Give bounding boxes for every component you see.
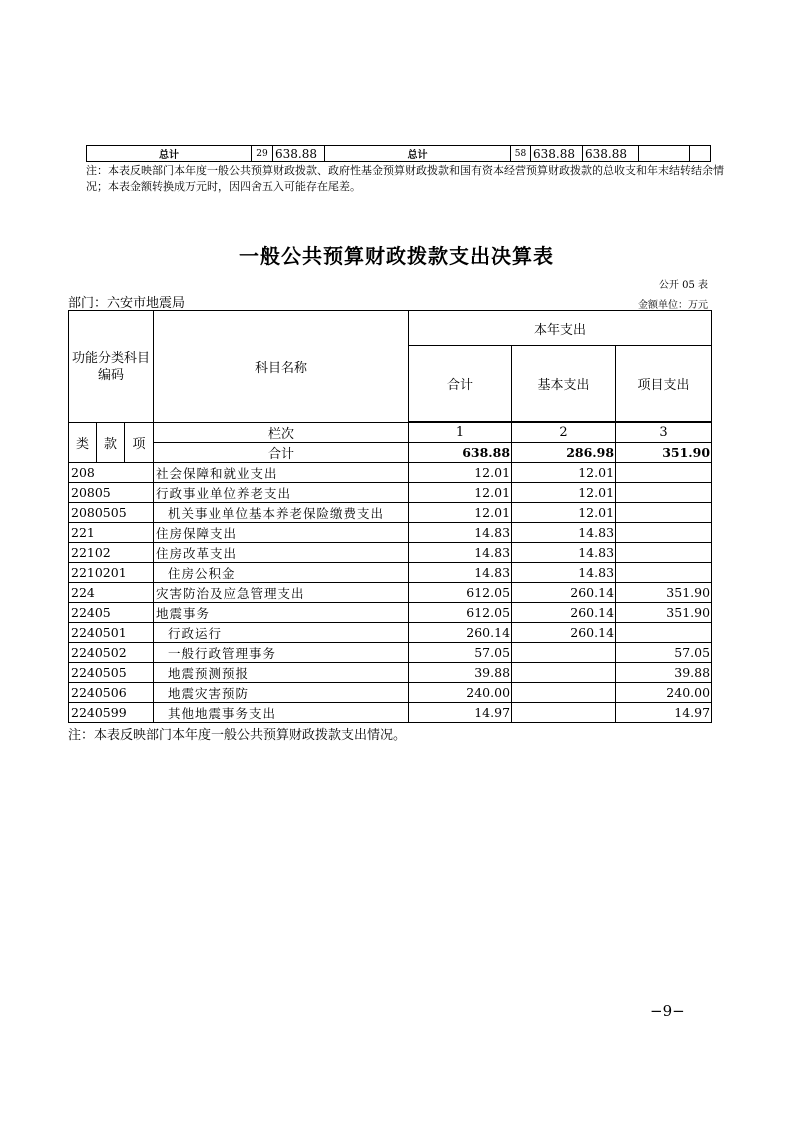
table-row [69,463,712,483]
row-code: 2210201 [69,563,154,583]
row-code: 2240599 [69,703,154,723]
row-project [616,483,712,503]
row-code: 2080505 [69,503,154,523]
row-subject-name: 地震预测预报 [154,663,409,683]
left-total-label: 总计 [87,146,252,162]
func-code-header: 功能分类科目编码 [69,311,154,423]
row-basic: 14.83 [512,563,616,583]
row-total: 14.83 [409,563,512,583]
empty-cell [690,146,711,162]
table-row [69,523,712,543]
table-row [69,683,712,703]
table-row [69,603,712,623]
row-project: 39.88 [616,663,712,683]
row-basic: 12.01 [512,503,616,523]
table-row [69,623,712,643]
row-total: 260.14 [409,623,512,643]
row-total: 14.97 [409,703,512,723]
total-amount: 638.88 [409,443,512,463]
row-basic: 12.01 [512,483,616,503]
row-basic: 260.14 [512,583,616,603]
top-note: 注：本表反映部门本年度一般公共预算财政拨款、政府性基金预算财政拨款和国有资本经营预算财政拨款的总收支和年末结转结余情况；本表金额转换成万元时，因四舍五入可能存在尾差。 [86,164,724,193]
total-project: 351.90 [616,443,712,463]
right-total-value-2: 638.88 [583,146,639,162]
row-subject-name: 其他地震事务支出 [154,703,409,723]
column-1-index: 1 [409,423,512,443]
table-row [69,563,712,583]
row-code: 2240501 [69,623,154,643]
row-total: 12.01 [409,463,512,483]
row-total: 612.05 [409,603,512,623]
row-total: 12.01 [409,483,512,503]
left-total-value: 638.88 [273,146,325,162]
department-label: 部门：六安市地震局 [68,296,186,311]
column-order-row [69,423,712,443]
row-code: 2240502 [69,643,154,663]
col-total-header: 合计 [409,346,512,422]
row-subject-name: 行政事业单位养老支出 [154,483,409,503]
table-row [69,703,712,723]
row-subject-name: 住房改革支出 [154,543,409,563]
row-project: 57.05 [616,643,712,663]
left-line-number: 29 [252,146,273,162]
row-total: 39.88 [409,663,512,683]
row-project: 14.97 [616,703,712,723]
header-row-1 [69,311,712,346]
row-total: 240.00 [409,683,512,703]
lei-header: 类 [69,423,97,463]
right-total-label: 总计 [325,146,511,162]
row-project [616,463,712,483]
row-code: 224 [69,583,154,603]
subject-name-header: 科目名称 [154,311,409,423]
right-total-value-1: 638.88 [531,146,583,162]
total-basic: 286.98 [512,443,616,463]
page-title: 一般公共预算财政拨款支出决算表 [239,244,554,268]
row-basic: 260.14 [512,623,616,643]
row-basic: 260.14 [512,603,616,623]
column-2-index: 2 [512,423,616,443]
bottom-note: 注：本表反映部门本年度一般公共预算财政拨款支出情况。 [68,728,407,743]
row-project [616,523,712,543]
table-row [69,543,712,563]
row-basic [512,683,616,703]
table-row [69,663,712,683]
row-code: 2240506 [69,683,154,703]
row-basic [512,643,616,663]
row-basic: 14.83 [512,523,616,543]
total-label: 合计 [154,443,409,463]
total-row [69,443,712,463]
table-row [69,583,712,603]
row-project: 240.00 [616,683,712,703]
row-subject-name: 社会保障和就业支出 [154,463,409,483]
empty-cell [639,146,690,162]
row-total: 14.83 [409,523,512,543]
row-basic: 12.01 [512,463,616,483]
form-number: 公开 05 表 [658,280,708,291]
data-rows [69,463,712,723]
kuan-header: 款 [97,423,125,463]
row-project: 351.90 [616,603,712,623]
page-number: −9− [650,1002,685,1020]
row-total: 14.83 [409,543,512,563]
row-project [616,563,712,583]
column-order-label: 栏次 [154,423,409,443]
column-3-index: 3 [616,423,712,443]
expenditure-table [68,310,712,723]
row-code: 208 [69,463,154,483]
col-basic-header: 基本支出 [512,346,616,422]
row-subject-name: 行政运行 [154,623,409,643]
row-code: 20805 [69,483,154,503]
row-code: 22405 [69,603,154,623]
current-year-header: 本年支出 [409,311,712,346]
row-total: 57.05 [409,643,512,663]
row-project [616,503,712,523]
row-subject-name: 机关事业单位基本养老保险缴费支出 [154,503,409,523]
row-subject-name: 一般行政管理事务 [154,643,409,663]
row-code: 22102 [69,543,154,563]
col-project-header: 项目支出 [616,346,712,422]
summary-continuation-table [86,145,711,162]
row-subject-name: 住房保障支出 [154,523,409,543]
row-project [616,543,712,563]
row-subject-name: 地震灾害预防 [154,683,409,703]
table-row [69,643,712,663]
row-code: 2240505 [69,663,154,683]
table-row [69,503,712,523]
row-subject-name: 住房公积金 [154,563,409,583]
summary-total-row [87,146,711,162]
row-basic [512,703,616,723]
amount-unit: 金额单位：万元 [638,300,708,311]
right-line-number: 58 [511,146,531,162]
row-subject-name: 灾害防治及应急管理支出 [154,583,409,603]
row-basic: 14.83 [512,543,616,563]
row-project: 351.90 [616,583,712,603]
row-project [616,623,712,643]
xiang-header: 项 [125,423,154,463]
row-code: 221 [69,523,154,543]
row-total: 612.05 [409,583,512,603]
row-subject-name: 地震事务 [154,603,409,623]
row-basic [512,663,616,683]
table-row [69,483,712,503]
row-total: 12.01 [409,503,512,523]
